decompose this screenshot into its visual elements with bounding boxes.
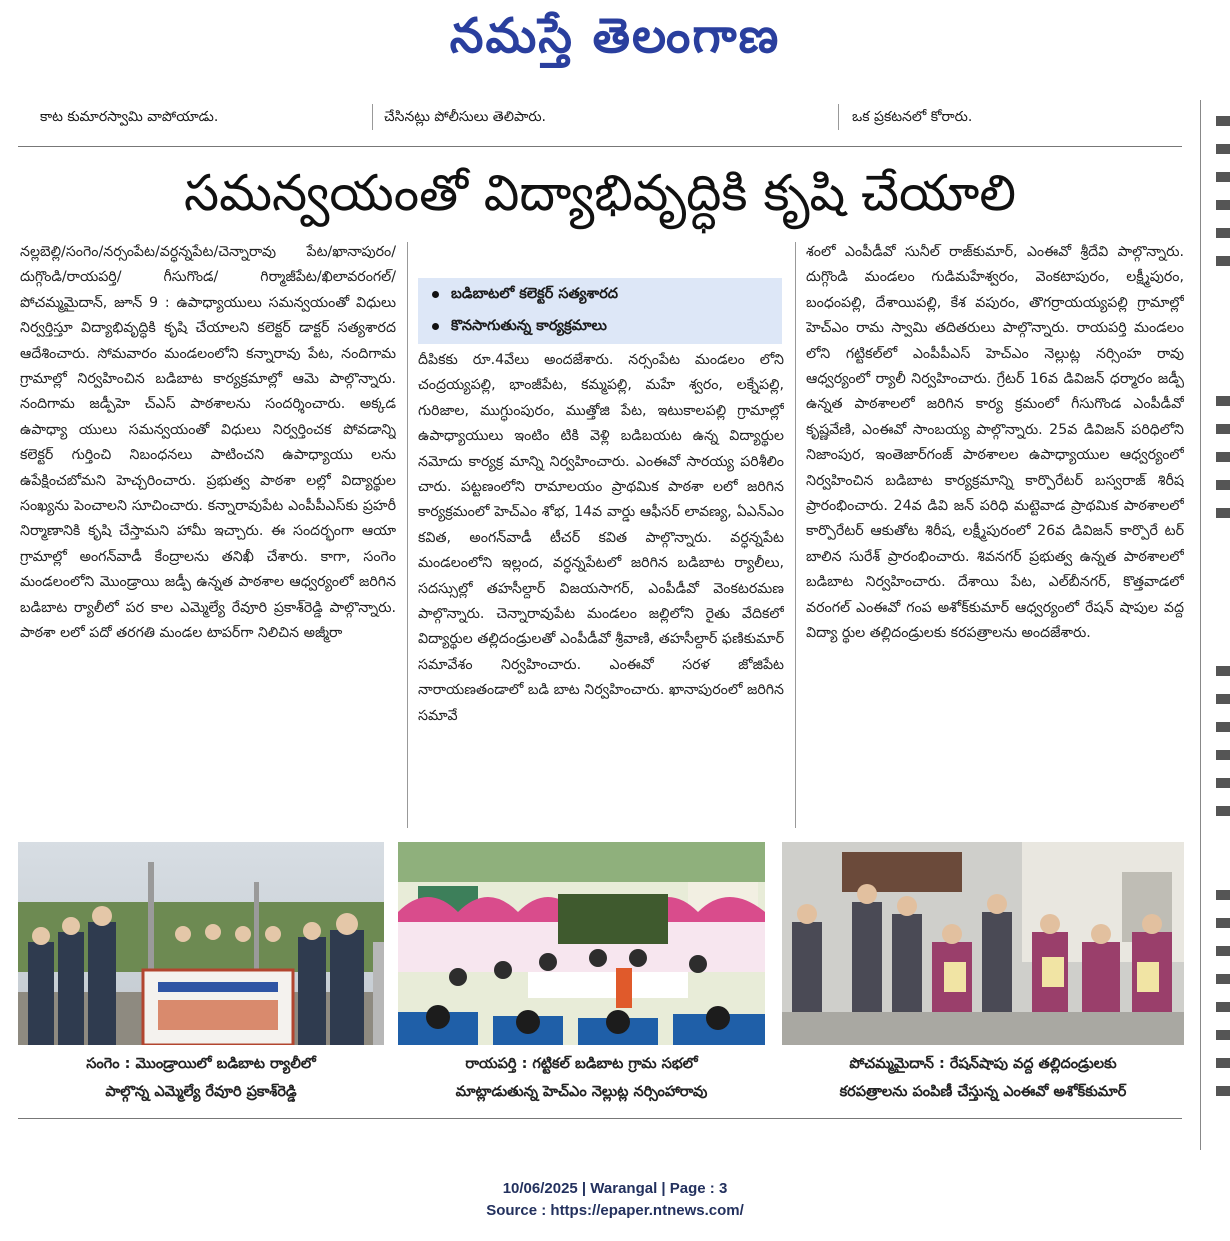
edge-glyph xyxy=(1216,424,1230,434)
caption-line: సంగెం : మొండ్రాయిలో బడిబాట ర్యాలీలో xyxy=(86,1056,316,1072)
photo-sangem-rally xyxy=(18,842,384,1045)
highlight-item xyxy=(418,278,782,310)
meeting-photo-image xyxy=(398,842,765,1045)
top-strip-text-3: ఒక ప్రకటనలో కోరారు. xyxy=(852,109,973,125)
masthead-title: నమస్తే తెలంగాణ xyxy=(449,8,781,64)
highlight-item xyxy=(418,310,782,342)
article-column-1: నల్లబెల్లి/సంగెం/నర్సంపేట/వర్ధన్నపేట/చెన్నారావు పేట/ఖానాపురం/దుగ్గొండి/రాయపర్తి/ గీసుగొండ/ గిర్మాజీపేట/ఖిలావరంగల్/పోచమ్మమైదాన్, జూన్ 9 : ఉపాధ్యాయులు సమన్వయంతో విధులు నిర్వర్తిస్తూ విద్యాభివృద్ధికి కృషి చేయాలని కలెక్టర్ డాక్టర్ సత్యశారద ఆదేశించారు. సోమవారం మండలంలోని కన్నారావు పేట, నందిగామ గ్రామాల్లో నిర్వహించిన బడిబాట కార్యక్రమాల్లో ఆమె పాల్గొన్నారు. నందిగామ జడ్పీహె చ్ఎస్ పాఠశాలను సందర్శించారు. అక్కడ ఉపాధ్యా యులు సమన్వయంతో విధులు నిర్వర్తించక పోవడాన్ని కలెక్టర్ గుర్తించి నిబంధనలు పాటించని ఉపాధ్యాయు లను ఉపేక్షించబోమని హెచ్చరించారు. ప్రభుత్వ పాఠశా లల్లో విద్యార్థుల సంఖ్యను పెంచాలని సూచించారు. కన్నారావుపేట ఎంపీపీఎస్‌కు ప్రహరీ నిర్మాణానికి కృషి చేస్తామని హామీ ఇచ్చారు. ఈ సందర్భంగా ఆయా గ్రామాల్లో అంగన్‌వాడీ కేంద్రాలను తనిఖీ చేశారు. కాగా, సంగెం మండలంలోని మొండ్రాయి జడ్పీ ఉన్నత పాఠశాల ఆధ్వర్యంలో జరిగిన బడిబాట ర్యాలీలో పర కాల ఎమ్మెల్యే రేవూరి ప్రకాశ్‌రెడ్డి పాల్గొన్నారు. పాఠశా లలో పదో తరగతి మండల టాపర్‌గా నిలిచిన అజ్మీరా xyxy=(20,244,396,642)
edge-glyph xyxy=(1216,144,1230,154)
bullet-icon xyxy=(432,323,439,330)
photo-caption-2 xyxy=(398,1050,765,1106)
edge-glyph xyxy=(1216,396,1230,406)
edge-glyph xyxy=(1216,750,1230,760)
highlight-text: బడిబాటలో కలెక్టర్ సత్యశారద xyxy=(451,286,619,302)
edge-glyph xyxy=(1216,806,1230,816)
caption-line: పోచమ్మమైదాన్ : రేషన్‌షాపు వద్ద తల్లిదండ్రులకు xyxy=(849,1056,1117,1072)
top-divider-1 xyxy=(372,104,373,130)
photo-gattikal-meeting xyxy=(398,842,765,1045)
edge-glyph xyxy=(1216,722,1230,732)
edge-glyph xyxy=(1216,256,1230,266)
caption-line: మాట్లాడుతున్న హెచ్ఎం నెల్లుట్ల నర్సింహారావు xyxy=(455,1084,708,1100)
article-headline: సమన్వయంతో విద్యాభివృద్ధికి కృషి చేయాలి xyxy=(183,164,1017,222)
edge-glyph xyxy=(1216,508,1230,518)
edge-glyph xyxy=(1216,974,1230,984)
edge-glyph xyxy=(1216,228,1230,238)
edge-glyph xyxy=(1216,890,1230,900)
footer-source-link[interactable]: Source : https://epaper.ntnews.com/ xyxy=(486,1202,744,1219)
edge-glyph xyxy=(1216,480,1230,490)
edge-glyph xyxy=(1216,1002,1230,1012)
top-strip-text-1: కాట కుమారస్వామి వాపోయాడు. xyxy=(40,109,219,125)
footer-edition-info: 10/06/2025 | Warangal | Page : 3 xyxy=(502,1180,728,1197)
bottom-rule xyxy=(18,1118,1182,1119)
bullet-icon xyxy=(432,291,439,298)
top-strip-text-2: చేసినట్లు పోలీసులు తెలిపారు. xyxy=(384,109,546,125)
photo-caption-1 xyxy=(18,1050,384,1106)
edge-glyph xyxy=(1216,1058,1230,1068)
edge-glyph xyxy=(1216,918,1230,928)
article-column-3: శంలో ఎంపీడీవో సునీల్ రాజ్‌కుమార్, ఎంఈవో శ్రీదేవి పాల్గొన్నారు. దుగ్గొండి మండలం గుడిమహేశ్వరం, వెంకటాపురం, లక్ష్మీపురం, బంధంపల్లి, దేశాయిపల్లి, కేశ వపురం, తొగర్రాయయ్యపల్లి గ్రామాల్లో హెచ్ఎం రామ స్వామి తదితరులు పాల్గొన్నారు. రాయపర్తి మండలం లోని గట్టికల్‌లో ఎంపీపీఎస్ హెచ్ఎం నెల్లుట్ల నర్సింహ రావు ఆధ్వర్యంలో ర్యాలీ నిర్వహించారు. గ్రేటర్ 16వ డివిజన్ ధర్మారం జడ్పీ ఉన్నత పాఠశాలలో జరిగిన కార్య క్రమంలో గీసుగొండ ఎంపీడీవో కృష్ణవేణి, ఎంఈవో సాంబయ్య పాల్గొన్నారు. 25వ డివిజన్ పరిధిలోని నిజాంపుర, ఇంతెజార్‌గంజ్ పాఠశాలల ఉపాధ్యాయుల ఆధ్వర్యంలో నిర్వహించిన బడిబాట కార్యక్రమాన్ని కార్పొరేటర్ బస్వరాజ్ శిరీష ప్రారంభించారు. 24వ డివి జన్ పరిధి మట్టెవాడ ప్రాథమిక పాఠశాలలో కార్పొరేటర్ ఆకుతోట శిరీష, లక్ష్మీపురంలో 26వ డివిజన్ కార్పొరే టర్ బాలిన సురేశ్ ప్రారంభించారు. శివనగర్ ప్రభుత్వ ఉన్నత పాఠశాలలో బడిబాట నిర్వహించారు. దేశాయి పేట, ఎల్‌బీనగర్, కొత్తవాడలో వరంగల్ ఎంఈవో గంప అశోక్‌కుమార్ ఆధ్వర్యంలో రేషన్ షాపుల వద్ద విద్యా ర్థుల తల్లిదండ్రులకు కరపత్రాలను అందజేశారు. xyxy=(806,244,1184,642)
edge-glyph xyxy=(1216,666,1230,676)
caption-line: పాల్గొన్న ఎమ్మెల్యే రేవూరి ప్రకాశ్‌రెడ్డి xyxy=(105,1084,297,1100)
column-divider-2 xyxy=(795,242,796,828)
top-divider-2 xyxy=(838,104,839,130)
edge-glyph xyxy=(1216,778,1230,788)
photo-pamphlet-distribution xyxy=(782,842,1184,1045)
adjacent-article-edge xyxy=(1212,100,1230,1150)
edge-glyph xyxy=(1216,452,1230,462)
edge-glyph xyxy=(1216,172,1230,182)
caption-line: రాయపర్తి : గట్టికల్ బడిబాట గ్రామ సభలో xyxy=(465,1056,698,1072)
right-edge-divider xyxy=(1200,100,1201,1150)
edge-glyph xyxy=(1216,1030,1230,1040)
highlight-text: కొనసాగుతున్న కార్యక్రమాలు xyxy=(451,318,607,334)
edge-glyph xyxy=(1216,1086,1230,1096)
edge-glyph xyxy=(1216,946,1230,956)
highlights-box xyxy=(418,278,782,344)
distribution-photo-image xyxy=(782,842,1184,1045)
article-column-2: దీపికకు రూ.4వేలు అందజేశారు. నర్సంపేట మండలం లోని చంద్రయ్యపల్లి, భాంజీపేట, కమ్మపల్లి, మహే శ్వరం, లక్నేపల్లి, గురిజాల, ముగ్ధుంపురం, ముత్తోజి పేట, ఇటుకాలపల్లి గ్రామాల్లో ఉపాధ్యాయులు ఇంటిం టికి వెళ్లి బడిబయట ఉన్న విద్యార్థుల నమోదు కార్యక్ర మాన్ని నిర్వహించారు. ఎంఈవో సారయ్య పరిశీలిం చారు. పట్టణంలోని రామాలయం ప్రాథమిక పాఠశా లలో జరిగిన కార్యక్రమంలో హెచ్ఎం శోభ, 14వ వార్డు ఆఫీసర్ లావణ్య, ఏఎన్ఎం కవిత, అంగన్‌వాడీ టీచర్ కవిత పాల్గొన్నారు. వర్ధన్నపేట మండలంలోని ఇల్లంద, వర్ధన్నపేటలో జరిగిన బడిబాట ర్యాలీలు, సదస్సుల్లో తహసీల్దార్ విజయసాగర్, ఎంపీడీవో వెంకటరమణ పాల్గొన్నారు. చెన్నారావుపేట మండలం జల్లిలోని రైతు వేదికలో విద్యార్థుల తల్లిదండ్రులతో ఎంపీడీవో శ్రీవాణి, తహసీల్దార్ ఫణికుమార్ సమావేశం నిర్వహించారు. ఎంఈవో సరళ జోజిపేట నారాయణతండాలో బడి బాట నిర్వహించారు. ఖానాపురంలో జరిగిన సమావే xyxy=(418,352,784,724)
column-divider-1 xyxy=(407,242,408,828)
top-rule xyxy=(18,146,1182,147)
edge-glyph xyxy=(1216,200,1230,210)
caption-line: కరపత్రాలను పంపిణీ చేస్తున్న ఎంఈవో అశోక్‌కుమార్ xyxy=(839,1084,1127,1100)
photo-caption-3 xyxy=(782,1050,1184,1106)
edge-glyph xyxy=(1216,694,1230,704)
rally-photo-image xyxy=(18,842,384,1045)
edge-glyph xyxy=(1216,116,1230,126)
